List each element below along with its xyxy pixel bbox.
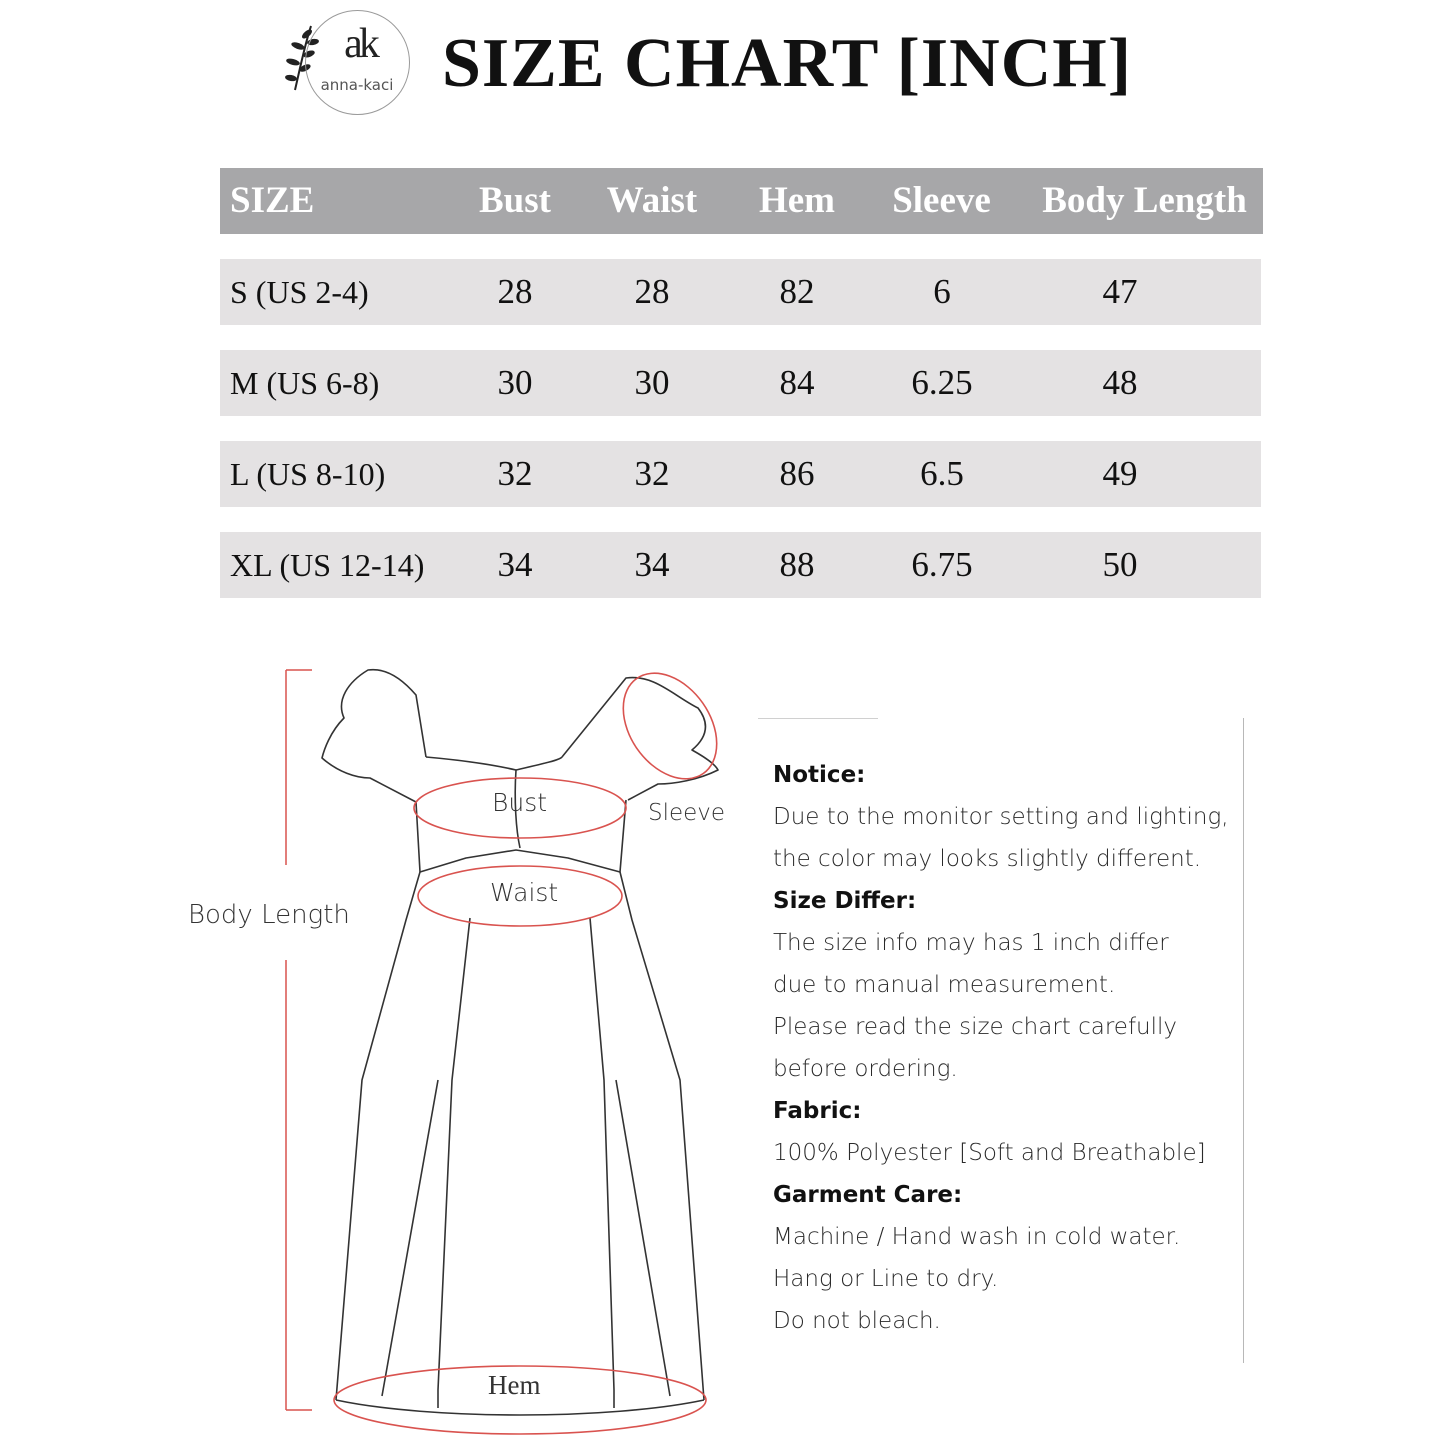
cell-hem: 84	[779, 363, 815, 402]
dress-diagram	[170, 660, 750, 1440]
cell-size: XL (US 12-14)	[230, 547, 425, 583]
header-body-length: Body Length	[1042, 180, 1247, 221]
body-length-label: Body Length	[188, 900, 350, 930]
notice-heading: Garment Care:	[773, 1182, 963, 1208]
notice-line: Machine / Hand wash in cold water.	[773, 1224, 1181, 1250]
cell-size: L (US 8-10)	[230, 456, 386, 492]
notice-line: before ordering.	[773, 1056, 958, 1082]
cell-body-length: 49	[1102, 454, 1138, 493]
bust-label: Bust	[492, 788, 548, 817]
cell-bust: 34	[497, 545, 533, 584]
cell-sleeve: 6.25	[911, 363, 973, 402]
notice-line: the color may looks slightly different.	[773, 846, 1202, 872]
brand-logo	[285, 10, 411, 120]
logo-monogram: ak	[344, 21, 376, 67]
cell-body-length: 47	[1102, 272, 1138, 311]
header-bust: Bust	[479, 180, 551, 221]
table-row	[220, 259, 1261, 325]
cell-sleeve: 6	[933, 272, 951, 311]
notice-heading: Fabric:	[773, 1098, 862, 1124]
notice-panel	[758, 718, 1248, 1363]
notice-line: due to manual measurement.	[773, 972, 1116, 998]
cell-size: S (US 2-4)	[230, 274, 369, 310]
page-title: SIZE CHART [INCH]	[442, 25, 1133, 102]
notice-heading: Size Differ:	[773, 888, 917, 914]
notice-heading: Notice:	[773, 762, 866, 788]
cell-waist: 28	[634, 272, 670, 311]
cell-waist: 30	[634, 363, 670, 402]
notice-line: The size info may has 1 inch differ	[773, 930, 1169, 956]
cell-hem: 86	[779, 454, 815, 493]
cell-sleeve: 6.5	[920, 454, 964, 493]
dress-outline	[170, 660, 750, 1440]
cell-hem: 88	[779, 545, 815, 584]
notice-line: Hang or Line to dry.	[773, 1266, 999, 1292]
header-waist: Waist	[606, 180, 698, 221]
cell-body-length: 48	[1102, 363, 1138, 402]
header-hem: Hem	[758, 180, 836, 221]
cell-body-length: 50	[1102, 545, 1138, 584]
table-row	[220, 441, 1261, 507]
cell-bust: 28	[497, 272, 533, 311]
notice-line: Due to the monitor setting and lighting,	[773, 804, 1229, 830]
cell-waist: 34	[634, 545, 670, 584]
header-size: SIZE	[230, 180, 315, 221]
notice-line: 100% Polyester [Soft and Breathable]	[773, 1140, 1206, 1166]
table-row	[220, 350, 1261, 416]
logo-brand-name: anna-kaci	[320, 76, 394, 94]
cell-sleeve: 6.75	[911, 545, 973, 584]
sleeve-label: Sleeve	[648, 800, 726, 826]
cell-bust: 32	[497, 454, 533, 493]
cell-bust: 30	[497, 363, 533, 402]
table-header-row	[220, 168, 1263, 234]
notice-line: Do not bleach.	[773, 1308, 941, 1334]
waist-label: Waist	[490, 878, 559, 907]
notice-text	[773, 754, 1243, 1342]
cell-hem: 82	[779, 272, 815, 311]
body-length-bracket	[286, 670, 312, 1410]
divider	[758, 718, 878, 719]
table-row	[220, 532, 1261, 598]
header-sleeve: Sleeve	[892, 180, 991, 221]
hem-label: Hem	[488, 1370, 541, 1400]
cell-waist: 32	[634, 454, 670, 493]
notice-line: Please read the size chart carefully	[773, 1014, 1178, 1040]
cell-size: M (US 6-8)	[230, 365, 380, 401]
